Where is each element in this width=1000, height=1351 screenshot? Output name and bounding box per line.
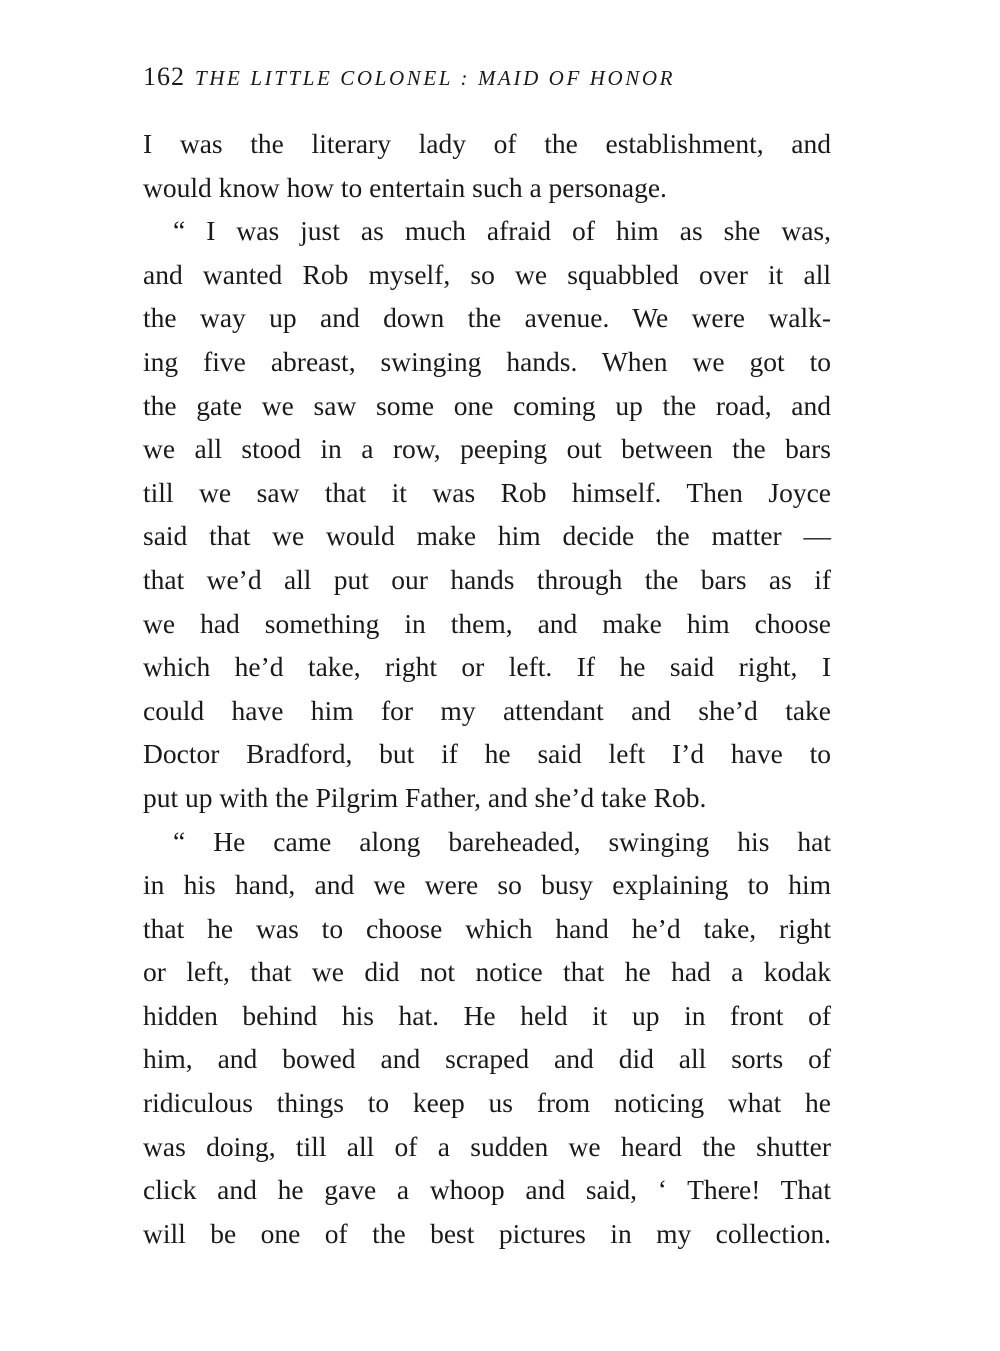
text-line: the gate we saw some one coming up the road, and xyxy=(143,389,831,421)
paragraph-first-line: “ I was just as much afraid of him as she was, xyxy=(173,215,831,247)
text-line: till we saw that it was Rob himself. Then Joyce xyxy=(143,476,831,508)
text-line: hidden behind his hat. He held it up in front of xyxy=(143,999,831,1031)
text-line: and wanted Rob myself, so we squabbled over it all xyxy=(143,258,831,290)
text-line: which he’d take, right or left. If he said right, I xyxy=(143,651,831,683)
text-line: that he was to choose which hand he’d take, right xyxy=(143,912,831,944)
page-header xyxy=(143,62,833,98)
running-title: THE LITTLE COLONEL : MAID OF HONOR xyxy=(195,66,676,90)
text-line: ing five abreast, swinging hands. When we got to xyxy=(143,345,831,377)
text-line: that we’d all put our hands through the bars as if xyxy=(143,563,831,595)
text-line: him, and bowed and scraped and did all sorts of xyxy=(143,1043,831,1075)
text-line: we all stood in a row, peeping out between the bars xyxy=(143,433,831,465)
text-line: Doctor Bradford, but if he said left I’d have to xyxy=(143,738,831,770)
text-line: I was the literary lady of the establishment, and xyxy=(143,128,831,159)
text-line: we had something in them, and make him choose xyxy=(143,607,831,639)
text-line: was doing, till all of a sudden we heard the shutter xyxy=(143,1130,831,1162)
text-line: click and he gave a whoop and said, ‘ There! That xyxy=(143,1174,831,1206)
text-line: or left, that we did not notice that he had a kodak xyxy=(143,956,831,988)
text-line: said that we would make him decide the matter — xyxy=(143,520,831,552)
text-line: would know how to entertain such a personage. xyxy=(143,171,667,203)
body-text xyxy=(143,122,831,1255)
text-line: could have him for my attendant and she’d take xyxy=(143,694,831,726)
text-line: in his hand, and we were so busy explaining to him xyxy=(143,869,831,901)
text-line: will be one of the best pictures in my collection. xyxy=(143,1217,831,1249)
text-line: ridiculous things to keep us from noticing what he xyxy=(143,1087,831,1119)
text-line: the way up and down the avenue. We were walk- xyxy=(143,302,831,334)
page-number: 162 xyxy=(143,62,185,91)
paragraph-first-line: “ He came along bareheaded, swinging his hat xyxy=(173,825,831,857)
text-line: put up with the Pilgrim Father, and she’d take Rob. xyxy=(143,781,707,813)
